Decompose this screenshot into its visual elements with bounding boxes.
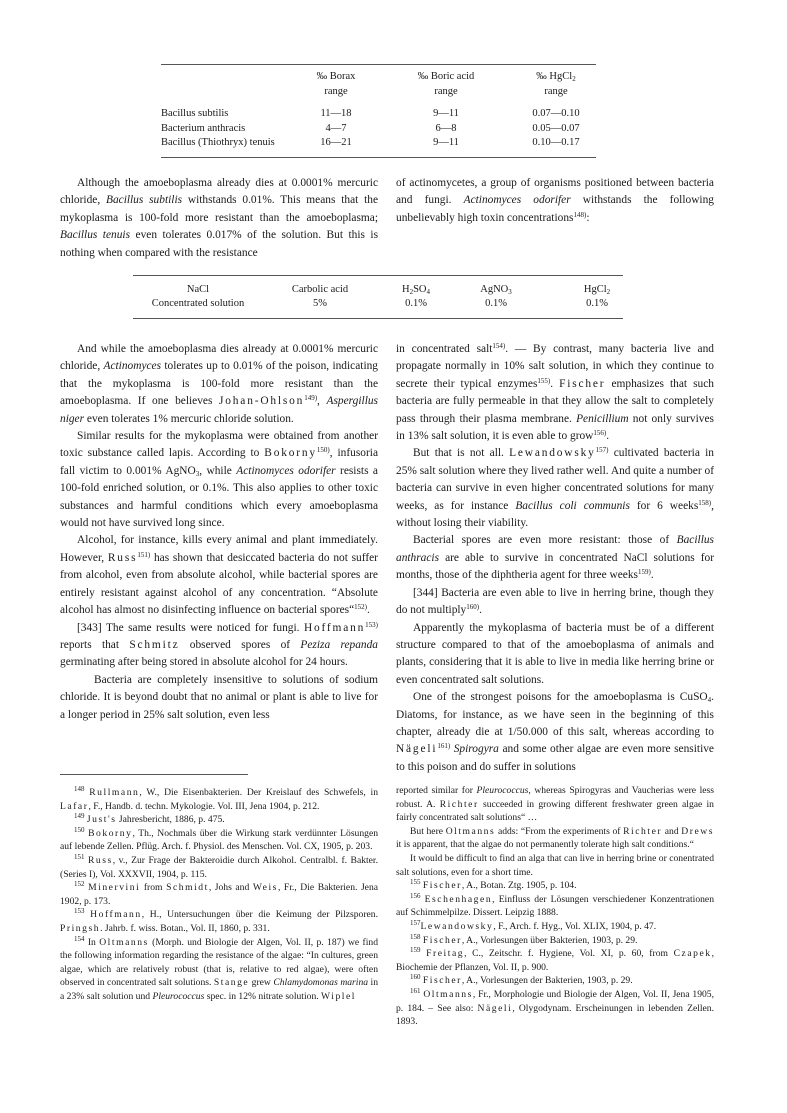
paragraph: And while the amoeboplasma dies already at 0.0001% mercuric chloride, Actinomyces tolerates up to 0.01% of the poison, indicating that the mykoplasma is 100-fold more resistant than the amoeboplasma. If one believes Johan-Ohlson$^{149)}$, Aspergillus niger even tolerates 1% mercuric chloride solution.: [60, 343, 379, 425]
table-header: [161, 69, 596, 107]
footnotes-left: [60, 786, 378, 1004]
footnote: It would be difficult to find an alga that can live in herring brine or conentrated salt solutions, even for a short time.: [396, 852, 714, 878]
footnote: $^{149}$ Just's Jahresbericht, 1886, p. 475.: [74, 812, 225, 826]
footnote: $^{161}$ Oltmanns, Fr., Morphologie und Biologie der Algen, Vol. II, Jena 1905, p. 184. – See also: Nägeli, Olygodynam. Erscheinungen in lebenden Zellen. 1893.: [396, 986, 715, 1028]
footnotes-right: [396, 784, 714, 1029]
footnote: But here Oltmanns adds: “From the experiments of Richter and Drews it is apparent, that the algae do not permanently tolerate high salt conditions.“: [396, 825, 714, 851]
footnote: $^{157}$Lewandowsky, F., Arch. f. Hyg., Vol. XLIX, 1904, p. 47.: [410, 918, 657, 932]
footnote: $^{153}$ Hoffmann, H., Untersuchungen über die Keimung der Pilzsporen. Pringsh. Jahrb. f. wiss. Botan., Vol. II, 1860, p. 331.: [60, 907, 378, 934]
paragraph: in concentrated salt$^{154)}$. — By contrast, many bacteria live and propagate normally in 10% salt solution, in which they continue to secrete their typical enzymes$^{155)}$. Fischer emphasizes that such bacteria are fully permeable in that they allow the salt to completely pass through their plasma membrane. Penicillium not only survives in 13% salt solution, it is even able to grow$^{156)}$.: [396, 342, 714, 443]
top-left-column: [60, 175, 378, 262]
paragraph: One of the strongest poisons for the amoeboplasma is CuSO$_4$. Diatoms, for instance, as we have seen in the beginning of this chapter, already die at 1/50.000 of this salt, whereas according to Nägeli$^{161)}$ Spirogyra and some other algae are even more sensitive to this poison and do suffer in solutions: [396, 691, 714, 773]
borax-table: [161, 64, 596, 158]
paragraph: Alcohol, for instance, kills every animal and plant immediately. However, Russ$^{151)}$ has shown that desiccated bacteria do not suffer from alcohol, even from absolute alcohol, while bacterial spores are entirely resistant against alcohol of any concentration. “Absolute alcohol has almost no disinfecting influence on bacterial spores“$^{152)}$.: [60, 534, 378, 617]
footnote: $^{160}$ Fischer, A., Vorlesungen der Bakterien, 1903, p. 29.: [410, 973, 633, 987]
paragraph: Bacteria are completely insensitive to solutions of sodium chloride. It is beyond doubt that no animal or plant is able to live for a longer period in 25% salt solution, even less: [60, 673, 378, 721]
table-row: Concentrated solution 5% 0.1% 0.1% 0.1%: [151, 298, 608, 309]
footnote: $^{159}$ Freitag, C., Zeitschr. f. Hygiene, Vol. XI, p. 60, from Czapek, Biochemie der Pflanzen, Vol. II, p. 900.: [396, 946, 714, 973]
header-borax: ‰ Borax range: [316, 71, 356, 97]
header-boric-acid: ‰ Boric acid range: [417, 71, 475, 97]
paragraph: of actinomycetes, a group of organisms positioned between bacteria and fungi. Actinomyces odorifer withstands the following unbelievably high toxin concentrations$^{148)}$:: [396, 177, 714, 224]
table-row: Bacillus subtilis 11—18 9—11 0.07—0.10: [161, 108, 580, 119]
table-row: Bacterium anthracis 4—7 6—8 0.05—0.07: [161, 122, 580, 134]
footnote: reported similar for Pleurococcus, whereas Spirogyras and Vaucherias were less robust. A. Richter succeeded in growing different freshwater green algae in fairly concentrated salt solutions“ …: [396, 785, 714, 824]
footnote: $^{150}$ Bokorny, Th., Nochmals über die Wirkung stark verdünnter Lösungen auf lebende Zellen. Pflüg. Arch. f. Physiol. des Menschen. Vol. CX, 1905, p. 203.: [60, 825, 379, 853]
main-left-column: [60, 341, 378, 724]
paragraph: Similar results for the mykoplasma were obtained from another toxic substance called lapis. According to Bokorny$^{150)}$, infusoria fall victim to 0.001% AgNO$_3$, while Actinomyces odorifer resists a 100-fold enriched solution, or 0.1%. This also applies to other toxic substances and harmful conditions which every amoeboplasma would not have survived long since.: [60, 430, 378, 530]
table-top-rule: [133, 275, 623, 276]
footnote: $^{155}$ Fischer, A., Botan. Ztg. 1905, p. 104.: [410, 878, 577, 892]
footnote: $^{154}$ In Oltmanns (Morph. und Biologie der Algen, Vol. II, p. 187) we find the following information regarding the resistance of the algae: “In cultures, green algae, which are relatively robust (that is, relative to red algae), were often observed in concentrated salt solutions. Stange grew Chlamydomonas marina in a 23% salt solution und Pleurococcus spec. in 12% nitrate solution. Wiplel: [60, 934, 378, 1002]
footnote: $^{156}$ Eschenhagen, Einfluss der Lösungen verschiedener Konzentrationen auf Schimmelpilze. Dissert. Leipzig 1888.: [396, 891, 714, 919]
table-header: NaCl Carbolic acid $H_2SO_4$ AgNO$_3$ HgCl$_2$: [186, 284, 611, 296]
paragraph: [343] The same results were noticed for fungi. Hoffmann$^{153)}$ reports that Schmitz observed spores of Peziza repanda germinating after being stored in absolute alcohol for 24 hours.: [60, 620, 378, 669]
footnote: $^{148}$ Rullmann, W., Die Eisenbakterien. Der Kreislauf des Schwefels, in Lafar, F., Handb. d. techn. Mykologie. Vol. III, Jena 1904, p. 212.: [60, 785, 378, 812]
table-row: Bacillus (Thiothryx) tenuis 16—21 9—11 0.10—0.17: [161, 137, 580, 148]
footnote: $^{152}$ Minervini from Schmidt, Johs and Weis, Fr., Die Bakterien. Jena 1902, p. 173.: [60, 880, 378, 907]
header-hgcl2: ‰ HgCl$_2$ range: [536, 71, 576, 97]
top-right-column: [396, 175, 714, 227]
footnote: $^{151}$ Russ, v., Zur Frage der Bakteroidie durch Alkohol. Centralbl. f. Bakter. (Series I), Vol. XXXVII, 1904, p. 115.: [60, 852, 378, 880]
paragraph: Apparently the mykoplasma of bacteria must be of a different structure compared to that of the amoeboplasma of animals and plants, considering that it is able to live in media like herring brine or even concentrated salt solutions.: [396, 621, 714, 686]
paragraph: [344] Bacteria are even able to live in herring brine, though they do not multiply$^{160)}$.: [396, 586, 714, 617]
table-bottom-rule: [133, 318, 623, 319]
paragraph: But that is not all. Lewandowsky$^{157)}$ cultivated bacteria in 25% salt solution where they lived rather well. And quite a number of bacteria can survive in even higher concentrated solutions for many weeks, as for instance Bacillus coli communis for 6 weeks$^{158)}$, without losing their viability.: [396, 446, 714, 530]
toxin-table: [133, 275, 623, 319]
footnote: $^{158}$ Fischer, A., Vorlesungen über Bakterien, 1903, p. 29.: [410, 932, 638, 946]
table-top-rule: [161, 64, 596, 65]
paragraph: Bacterial spores are even more resistant: those of Bacillus anthracis are able to survive in concentrated NaCl solutions for months, those of the diphtheria agent for three weeks$^{159)}$.: [396, 534, 714, 582]
table-bottom-rule: [161, 157, 596, 158]
footnote-rule: [60, 774, 248, 775]
main-right-column: [396, 341, 714, 776]
paragraph: Although the amoeboplasma already dies at 0.0001% mercuric chloride, Bacillus subtilis withstands 0.01%. This means that the mykoplasma is 100-fold more resistant than the amoeboplasma; Bacillus tenuis even tolerates 0.017% of the solution. But this is nothing when compared with the resistance: [60, 177, 379, 259]
